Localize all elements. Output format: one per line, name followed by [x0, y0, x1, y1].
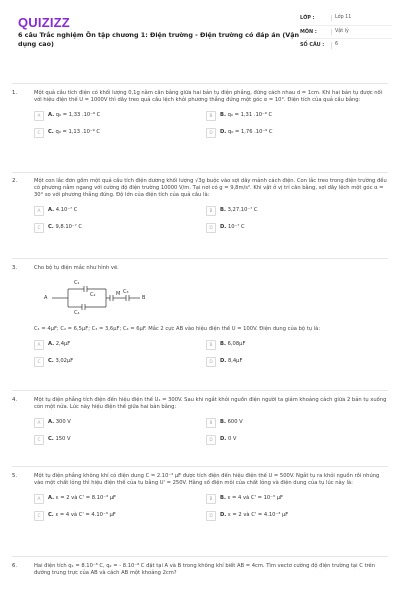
question-number: 4.	[12, 397, 18, 403]
question-text: Một tụ điện phẳng không khí có điện dung C = 2.10⁻³ μF được tích điện đến hiệu điện thế U = 500V. Ngắt tụ ra khỏi nguồn rồi nhúng vào một chất lỏng thì hiệu điện thế của tụ bằng U' = 250V. Hằng số điện môi của chất lỏng và điện dung của tụ lúc này là:	[34, 473, 380, 487]
question-1	[12, 90, 388, 140]
option-box: B	[206, 494, 216, 504]
option-b[interactable]	[206, 339, 373, 350]
meta-label: MÔN :	[300, 28, 317, 35]
question-5	[12, 473, 388, 523]
quizizz-logo: QUIZIZZ	[18, 15, 70, 30]
option-b[interactable]	[206, 110, 373, 121]
option-text: 8,4μF	[227, 358, 243, 365]
divider	[12, 172, 388, 173]
question-text: Hai điện tích q₁ = 8.10⁻⁸ C, q₂ = - 8.10⁻⁸ C đặt tại A và B trong không khí biết AB = 4cm. Tìm vectơ cường độ điện trường tại C trên đường trung trực của AB và cách AB một khoảng 2cm?	[34, 563, 376, 577]
question-number: 6.	[12, 563, 18, 569]
node-label: A	[44, 295, 48, 302]
meta-value: Lớp 11	[331, 15, 359, 21]
option-c[interactable]	[34, 356, 201, 367]
option-text: 3,27.10⁻⁷ C	[227, 207, 258, 214]
option-letter: C.	[48, 436, 54, 443]
option-d[interactable]	[206, 127, 373, 138]
option-box: A	[34, 340, 44, 350]
option-letter: A.	[48, 112, 55, 119]
option-box: B	[206, 340, 216, 350]
option-letter: C.	[48, 224, 54, 231]
option-text: 2,4μF	[55, 341, 71, 348]
option-d[interactable]	[206, 510, 373, 521]
option-text: q₀ = 1,13 .10⁻⁹ C	[55, 129, 100, 136]
node-label: B	[142, 295, 146, 302]
question-text: Cho bộ tụ điện mắc như hình vẽ.	[34, 265, 119, 271]
option-text: ε = 4 và C' = 10⁻³ μF	[227, 495, 283, 502]
options	[34, 339, 388, 369]
option-box: D	[206, 128, 216, 138]
option-letter: C.	[48, 129, 54, 136]
divider	[12, 390, 388, 391]
option-letter: A.	[48, 341, 55, 348]
option-letter: A.	[48, 495, 55, 502]
options	[34, 110, 388, 140]
option-box: A	[34, 206, 44, 216]
meta-value: Vật lý	[331, 29, 359, 35]
option-text: 150 V	[55, 436, 71, 443]
meta-row-class	[300, 12, 392, 26]
option-text: 9,8.10⁻⁷ C	[55, 224, 83, 231]
option-box: D	[206, 435, 216, 445]
meta-row-subject	[300, 26, 392, 40]
option-letter: B.	[220, 341, 226, 348]
option-letter: D.	[220, 436, 227, 443]
question-text: Một con lắc đơn gồm một quả cầu tích điện dương khối lượng √3g buộc vào sợi dây mảnh cách điện. Con lắc treo trong điện trường đều có phương nằm ngang với cường độ điện trường 10000 V/m. Tại nơi có g = 9,8m/s². Khi vật ở vị trí cân bằng, sợi dây lệch một góc α = 30° so với phương thẳng đứng. Độ lớn của điện tích của quả cầu là:	[34, 178, 387, 199]
option-d[interactable]	[206, 356, 373, 367]
option-text: 600 V	[227, 419, 243, 426]
option-text: 10⁻⁷ C	[227, 224, 245, 231]
question-number: 2.	[12, 178, 18, 184]
option-a[interactable]	[34, 493, 201, 504]
meta-row-count	[300, 39, 392, 52]
option-box: D	[206, 223, 216, 233]
page-title: 6 câu Trắc nghiệm Ôn tập chương 1: Điện trường - Điện trường có đáp án (Vận dụng cao)	[18, 31, 300, 48]
option-c[interactable]	[34, 510, 201, 521]
option-c[interactable]	[34, 222, 201, 233]
option-box: A	[34, 494, 44, 504]
divider	[12, 83, 388, 84]
option-text: ε = 4 và C' = 4.10⁻³ μF	[55, 512, 116, 519]
divider	[12, 556, 388, 557]
option-text: q₀ = 1,31 .10⁻⁹ C	[227, 112, 273, 119]
question-number: 3.	[12, 265, 18, 271]
capacitor-label: C₂	[90, 292, 96, 299]
question-4	[12, 397, 388, 447]
option-text: ε = 2 và C' = 4.10⁻³ μF	[227, 512, 289, 519]
option-a[interactable]	[34, 417, 201, 428]
meta-value: 6	[331, 42, 359, 48]
option-box: C	[34, 357, 44, 367]
option-a[interactable]	[34, 205, 201, 216]
meta-panel	[300, 12, 392, 52]
option-text: q₀ = 1,33 .10⁻⁹ C	[55, 112, 101, 119]
question-6	[12, 563, 388, 577]
option-c[interactable]	[34, 434, 201, 445]
question-text: Một tụ điện phẳng tích điện đến hiệu điện thế U₁ = 300V. Sau khi ngắt khỏi nguồn điện người ta giảm khoảng cách giữa 2 bản tụ xuống còn một nửa. Lúc này hiệu điện thế giữa hai bản bằng:	[34, 397, 387, 411]
option-letter: C.	[48, 358, 54, 365]
divider	[12, 466, 388, 467]
option-letter: D.	[220, 129, 227, 136]
option-letter: B.	[220, 207, 226, 214]
circuit-diagram	[34, 280, 154, 320]
option-text: q₀ = 1,76 .10⁻⁹ C	[227, 129, 273, 136]
option-box: A	[34, 418, 44, 428]
option-text: 6,08μF	[227, 341, 246, 348]
option-letter: C.	[48, 512, 54, 519]
option-box: C	[34, 128, 44, 138]
option-letter: D.	[220, 512, 227, 519]
option-text: 300 V	[55, 419, 71, 426]
option-letter: D.	[220, 358, 227, 365]
question-3	[12, 265, 388, 369]
option-letter: D.	[220, 224, 227, 231]
option-box: C	[34, 511, 44, 521]
option-text: 0 V	[227, 436, 237, 443]
meta-label: SỐ CÂU :	[300, 42, 325, 49]
option-box: A	[34, 111, 44, 121]
question-number: 1.	[12, 90, 18, 96]
option-a[interactable]	[34, 110, 201, 121]
option-b[interactable]	[206, 205, 373, 216]
option-d[interactable]	[206, 434, 373, 445]
option-b[interactable]	[206, 493, 373, 504]
circuit-svg	[34, 280, 154, 320]
option-letter: B.	[220, 495, 226, 502]
question-text-2: C₁ = 4μF; C₂ = 6,5μF; C₃ = 3,6μF; C₄ = 6μF. Mắc 2 cực AB vào hiệu điện thế U = 100V. Điện dung của bộ tụ là:	[34, 326, 321, 333]
meta-label: LỚP :	[300, 15, 315, 21]
option-box: C	[34, 435, 44, 445]
option-box: B	[206, 206, 216, 216]
question-2	[12, 178, 388, 235]
option-letter: A.	[48, 419, 55, 426]
option-text: ε = 2 và C' = 8.10⁻³ μF	[55, 495, 117, 502]
option-box: B	[206, 418, 216, 428]
node-label: M	[116, 291, 121, 298]
options	[34, 205, 388, 235]
option-box: C	[34, 223, 44, 233]
option-d[interactable]	[206, 222, 373, 233]
question-text: Một quả cầu tích điện có khối lượng 0,1g nằm cân bằng giữa hai bản tụ điện phẳng, đứng cách nhau d = 1cm. Khi hai bản tụ được nối với hiệu điện thế U = 1000V thì dây treo quả cầu lệch khỏi phương thẳng đứng một góc α = 10°. Điện tích của quả cầu bằng:	[34, 90, 383, 104]
option-letter: B.	[220, 419, 226, 426]
divider	[12, 258, 388, 259]
option-letter: B.	[220, 112, 226, 119]
capacitor-label: C₄	[74, 310, 80, 317]
option-c[interactable]	[34, 127, 201, 138]
option-a[interactable]	[34, 339, 201, 350]
options	[34, 493, 388, 523]
option-box: D	[206, 357, 216, 367]
option-text: 3,02μF	[55, 358, 74, 365]
capacitor-label: C₃	[123, 289, 129, 296]
options	[34, 417, 388, 447]
capacitor-label: C₁	[74, 280, 80, 287]
option-b[interactable]	[206, 417, 373, 428]
question-number: 5.	[12, 473, 18, 479]
option-letter: A.	[48, 207, 55, 214]
option-box: B	[206, 111, 216, 121]
option-text: 4.10⁻⁷ C	[55, 207, 78, 214]
option-box: D	[206, 511, 216, 521]
